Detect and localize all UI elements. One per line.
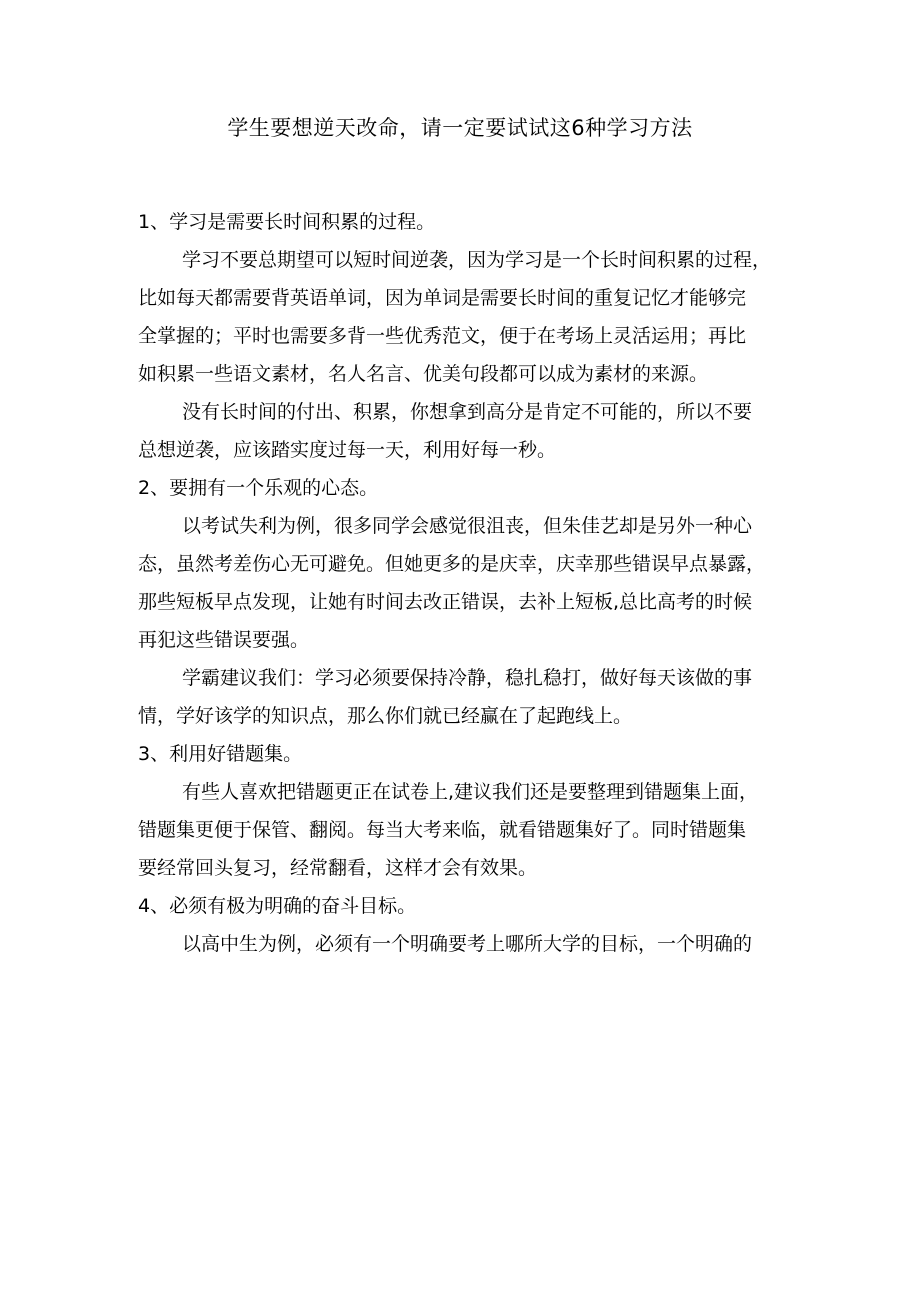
- section-heading: 3、利用好错题集。: [138, 743, 303, 765]
- paragraph-line: 学霸建议我们：学习必须要保持冷静，稳扎稳打，做好每天该做的事: [182, 667, 753, 689]
- paragraph-line: 如积累一些语文素材，名人名言、优美句段都可以成为素材的来源。: [138, 363, 709, 385]
- paragraph-line: 要经常回头复习，经常翻看，这样才会有效果。: [138, 857, 538, 879]
- paragraph-line: 有些人喜欢把错题更正在试卷上,建议我们还是要整理到错题集上面，: [182, 781, 759, 803]
- paragraph-line: 那些短板早点发现，让她有时间去改正错误，去补上短板,总比高考的时候: [138, 591, 753, 613]
- paragraph-line: 学习不要总期望可以短时间逆袭，因为学习是一个长时间积累的过程，: [182, 249, 772, 271]
- paragraph: [138, 925, 788, 963]
- paragraph: [138, 773, 788, 887]
- paragraph-line: 情，学好该学的知识点，那么你们就已经赢在了起跑线上。: [138, 705, 633, 727]
- paragraph-line: 以高中生为例，必须有一个明确要考上哪所大学的目标，一个明确的: [182, 933, 753, 955]
- section-heading: 4、必须有极为明确的奋斗目标。: [138, 895, 417, 917]
- paragraph: [138, 659, 788, 735]
- paragraph-line: 态，虽然考差伤心无可避免。但她更多的是庆幸，庆幸那些错误早点暴露，: [138, 553, 766, 575]
- paragraph-line: 没有长时间的付出、积累，你想拿到高分是肯定不可能的，所以不要: [182, 401, 753, 423]
- paragraph-line: 以考试失利为例，很多同学会感觉很沮丧，但朱佳艺却是另外一种心: [182, 515, 753, 537]
- section-2: [138, 469, 788, 735]
- paragraph-line: 比如每天都需要背英语单词，因为单词是需要长时间的重复记忆才能够完: [138, 287, 747, 309]
- paragraph-line: 错题集更便于保管、翻阅。每当大考来临，就看错题集好了。同时错题集: [138, 819, 747, 841]
- document-body: [138, 203, 788, 963]
- paragraph-line: 再犯这些错误要强。: [138, 629, 310, 651]
- section-3: [138, 735, 788, 887]
- section-4: [138, 887, 788, 963]
- paragraph-line: 全掌握的；平时也需要多背一些优秀范文，便于在考场上灵活运用；再比: [138, 325, 747, 347]
- section-1: [138, 203, 788, 469]
- section-heading: 2、要拥有一个乐观的心态。: [138, 477, 379, 499]
- paragraph: [138, 393, 788, 469]
- section-heading: 1、学习是需要长时间积累的过程。: [138, 211, 436, 233]
- paragraph: [138, 507, 788, 659]
- paragraph-line: 总想逆袭，应该踏实度过每一天，利用好每一秒。: [138, 439, 557, 461]
- paragraph: [138, 241, 788, 393]
- document-title: 学生要想逆天改命，请一定要试试这6种学习方法: [227, 116, 693, 140]
